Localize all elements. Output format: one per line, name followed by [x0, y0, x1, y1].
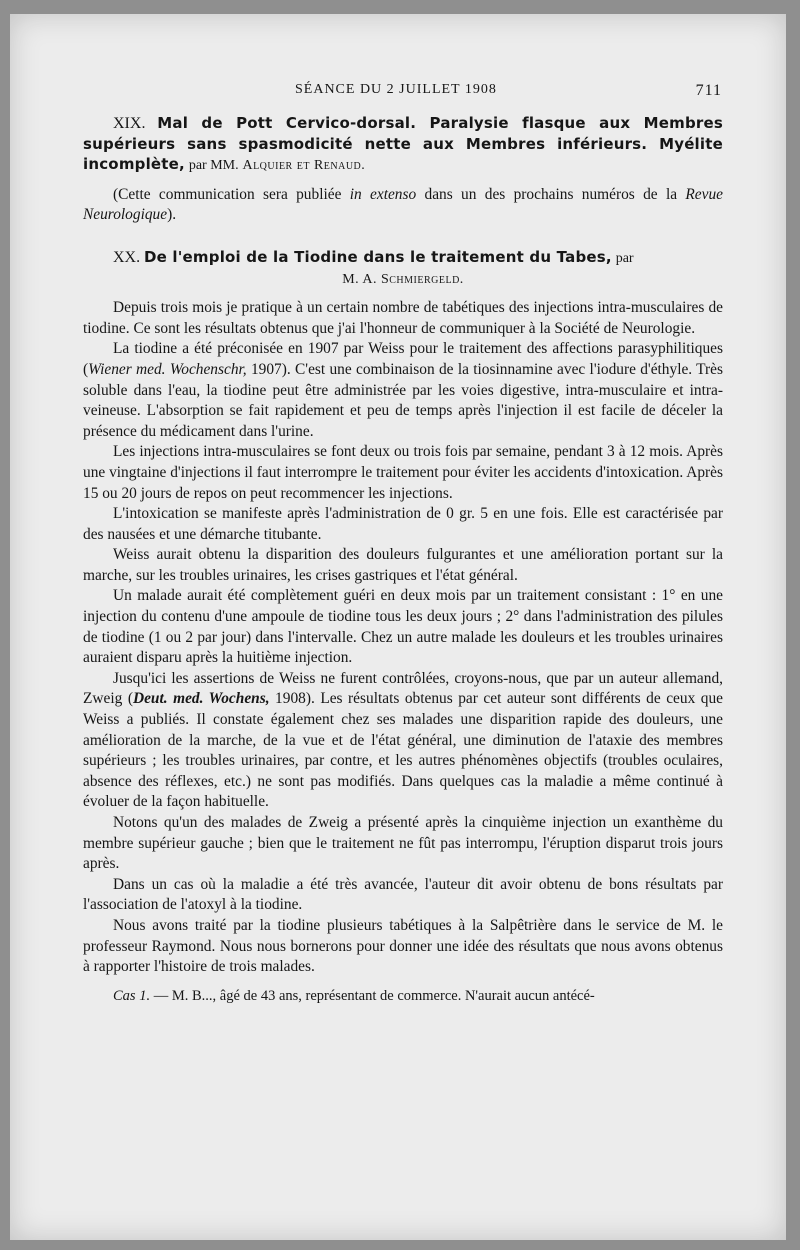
- page: [10, 14, 786, 1240]
- paragraph-2: [83, 339, 723, 442]
- paragraph-4: L'intoxication se manifeste après l'administration de 0 gr. 5 en une fois. Elle est caractérisée par des nausées et une démarche titubante.: [83, 505, 723, 543]
- paragraph-5: Weiss aurait obtenu la disparition des douleurs fulgurantes et une amélioration portant sur la marche, sur les troubles urinaires, les crises gastriques et l'état général.: [83, 546, 723, 584]
- note-text-mid: dans un des prochains numéros de la: [416, 185, 686, 203]
- paragraph-2-text-b: 1907). C'est une combinaison de la tiosinnamine avec l'iodure d'éthyle. Très soluble dans l'eau, la tiodine peut être administrée par les voies digestive, intra-musculaire et intra-veineuse. L'absorption se fait rapidement et peu de temps après l'injection il est facile de déceler la présence du médicament dans l'urine.: [83, 360, 723, 440]
- note-text-start: (Cette communication sera publiée: [113, 185, 350, 203]
- note-italic: in extenso: [349, 185, 417, 203]
- paragraph-6: Un malade aurait été complètement guéri en deux mois par un traitement consistant : 1° en une injection du contenu d'une ampoule de tiodine tous les deux jours ; 2° dans l'administration des pilules de tiodine (1 ou 2 par jour) dans l'intervalle. Chez un autre malade les douleurs et les troubles urinaires auraient disparu après la huitième injection.: [83, 587, 723, 667]
- paragraph-3: Les injections intra-musculaires se font deux ou trois fois par semaine, pendant 3 à 12 mois. Après une vingtaine d'injections il faut interrompre le traitement pour éviter les accidents d'intoxication. Après 15 ou 20 jours de repos on peut recommencer les injections.: [83, 443, 723, 502]
- case-1-text: — M. B..., âgé de 43 ans, représentant de commerce. N'aurait aucun antécé-: [150, 987, 595, 1004]
- case-1-label: Cas 1.: [113, 987, 151, 1004]
- section-19-number: XIX.: [113, 115, 146, 132]
- section-20-author: M. A. Schmiergeld.: [342, 271, 464, 287]
- paragraph-2-reference: Wiener med. Wochenschr,: [88, 360, 247, 378]
- paragraph-7-text-a: Jusqu'ici les assertions de Weiss ne furent contrôlées, croyons-nous, que par un auteur allemand, Zweig (: [83, 669, 723, 708]
- page-number: 711: [695, 82, 722, 99]
- case-1-line: [83, 986, 723, 1007]
- paragraph-1: Depuis trois mois je pratique à un certain nombre de tabétiques des injections intra-musculaires de tiodine. Ce sont les résultats obtenus que j'ai l'honneur de communiquer à la Société de Neurologie.: [83, 299, 723, 337]
- section-19-title: Mal de Pott Cervico-dorsal. Paralysie flasque aux Membres supérieurs sans spasmodicité nette aux Membres inférieurs. Myélite incomplète,: [83, 114, 723, 174]
- article-body: [83, 114, 723, 1006]
- paragraph-2-text-a: La tiodine a été préconisée en 1907 par Weiss pour le traitement des affections parasyphilitiques (: [83, 340, 723, 378]
- page-header: [80, 82, 722, 104]
- paragraph-7: [83, 669, 723, 813]
- section-19-note: [83, 185, 723, 226]
- note-journal: Revue Neurologique: [83, 185, 723, 224]
- section-19-heading: [83, 114, 723, 177]
- note-text-end: ).: [167, 206, 177, 224]
- section-20-heading: [83, 248, 723, 270]
- paragraph-8: Notons qu'un des malades de Zweig a présenté après la cinquième injection un exanthème du membre supérieur gauche ; bien que le traitement ne fût pas interrompu, l'éruption disparut trois jours après.: [83, 814, 723, 873]
- section-20-number: XX.: [113, 248, 141, 266]
- running-title: SÉANCE DU 2 JUILLET 1908: [295, 82, 497, 97]
- section-19-authors: Alquier et Renaud.: [242, 158, 366, 174]
- paragraph-9: Dans un cas où la maladie a été très avancée, l'auteur dit avoir obtenu de bons résultats par l'association de l'atoxyl à la tiodine.: [83, 875, 723, 914]
- section-20-title: De l'emploi de la Tiodine dans le traitement du Tabes,: [143, 247, 612, 266]
- paragraph-7-text-b: 1908). Les résultats obtenus par cet auteur sont différents de ceux que Weiss a publiés. Il constate également chez ses malades une disparition rapide des douleurs, une amélioration de la marche, de la vue et de l'état général, une diminution de l'ataxie des membres supérieurs ; les troubles urinaires, par contre, et les autres phénomènes objectifs (troubles oculaires, absence des réflexes, etc.) ne sont pas modifiés. Dans quelques cas la maladie a même continué à évoluer de la façon habituelle.: [83, 690, 724, 811]
- section-19-par: par MM.: [188, 158, 239, 174]
- paragraph-7-reference: Deut. med. Wochens,: [132, 690, 270, 708]
- section-20-par: par: [615, 250, 634, 266]
- paragraph-10: Nous avons traité par la tiodine plusieurs tabétiques à la Salpêtrière dans le service de M. le professeur Raymond. Nous nous bornerons pour donner une idée des résultats que nous avons obtenus à rapporter l'histoire de trois malades.: [83, 916, 723, 976]
